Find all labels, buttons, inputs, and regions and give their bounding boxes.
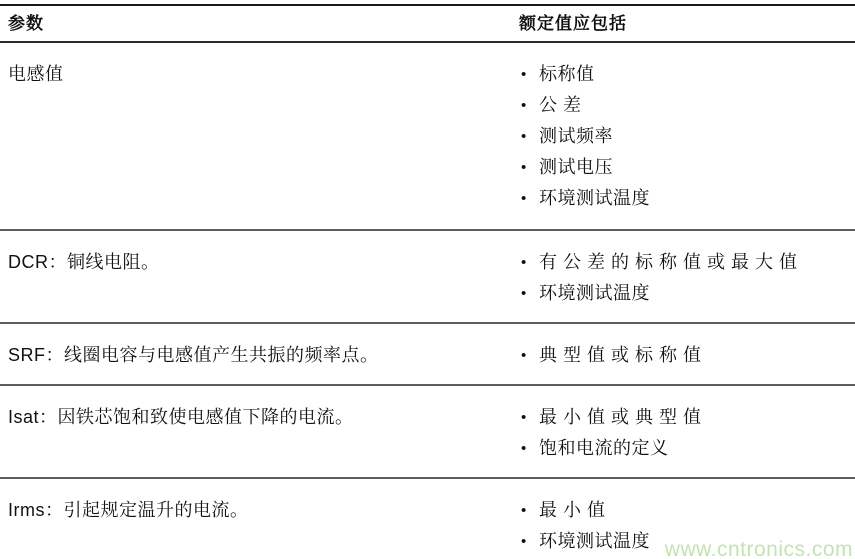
bullet-text: 有 公 差 的 标 称 值 或 最 大 值 xyxy=(539,252,798,272)
table-body xyxy=(0,43,855,557)
watermark-text: www.cntronics.com xyxy=(664,538,853,559)
bullet-text: 环境测试温度 xyxy=(539,531,650,551)
list-item xyxy=(519,278,855,309)
bullet-icon: • xyxy=(521,533,527,550)
table-row xyxy=(0,43,855,231)
bullet-icon: • xyxy=(521,97,527,114)
rated-values-list xyxy=(517,247,855,309)
table-row xyxy=(0,479,855,557)
parameter-cell: DCR：铜线电阻。 xyxy=(8,252,160,272)
bullet-icon: • xyxy=(521,190,527,207)
table-row xyxy=(0,324,855,386)
bullet-text: 环境测试温度 xyxy=(539,283,650,303)
bullet-text: 最 小 值 xyxy=(539,500,606,520)
bullet-icon: • xyxy=(521,409,527,426)
parameter-cell: Irms：引起规定温升的电流。 xyxy=(8,500,249,520)
table-header-row xyxy=(0,6,855,43)
list-item xyxy=(519,121,855,152)
document-page xyxy=(0,4,855,559)
list-item xyxy=(519,152,855,183)
header-parameter: 参数 xyxy=(8,14,44,33)
list-item xyxy=(519,90,855,121)
bullet-icon: • xyxy=(521,254,527,271)
bullet-text: 标称值 xyxy=(539,64,595,84)
bullet-text: 公 差 xyxy=(539,95,582,115)
inductor-parameters-table xyxy=(0,4,855,557)
bullet-text: 饱和电流的定义 xyxy=(539,438,669,458)
bullet-text: 测试电压 xyxy=(539,157,613,177)
list-item xyxy=(519,340,855,371)
table-row xyxy=(0,231,855,324)
list-item xyxy=(519,526,855,557)
parameter-cell: Isat：因铁芯饱和致使电感值下降的电流。 xyxy=(8,407,354,427)
list-item xyxy=(519,183,855,214)
bullet-text: 典 型 值 或 标 称 值 xyxy=(539,345,702,365)
bullet-text: 测试频率 xyxy=(539,126,613,146)
list-item xyxy=(519,247,855,278)
rated-values-list xyxy=(517,495,855,557)
bullet-icon: • xyxy=(521,347,527,364)
parameter-cell: SRF：线圈电容与电感值产生共振的频率点。 xyxy=(8,345,379,365)
list-item xyxy=(519,433,855,464)
bullet-icon: • xyxy=(521,159,527,176)
bullet-icon: • xyxy=(521,502,527,519)
bullet-icon: • xyxy=(521,285,527,302)
parameter-cell: 电感值 xyxy=(8,64,64,84)
bullet-text: 最 小 值 或 典 型 值 xyxy=(539,407,702,427)
rated-values-list xyxy=(517,340,855,371)
rated-values-list xyxy=(517,59,855,214)
list-item xyxy=(519,402,855,433)
list-item xyxy=(519,495,855,526)
bullet-icon: • xyxy=(521,128,527,145)
bullet-icon: • xyxy=(521,66,527,83)
bullet-icon: • xyxy=(521,440,527,457)
table-row xyxy=(0,386,855,479)
list-item xyxy=(519,59,855,90)
rated-values-list xyxy=(517,402,855,464)
header-rated-values: 额定值应包括 xyxy=(519,14,627,33)
bullet-text: 环境测试温度 xyxy=(539,188,650,208)
